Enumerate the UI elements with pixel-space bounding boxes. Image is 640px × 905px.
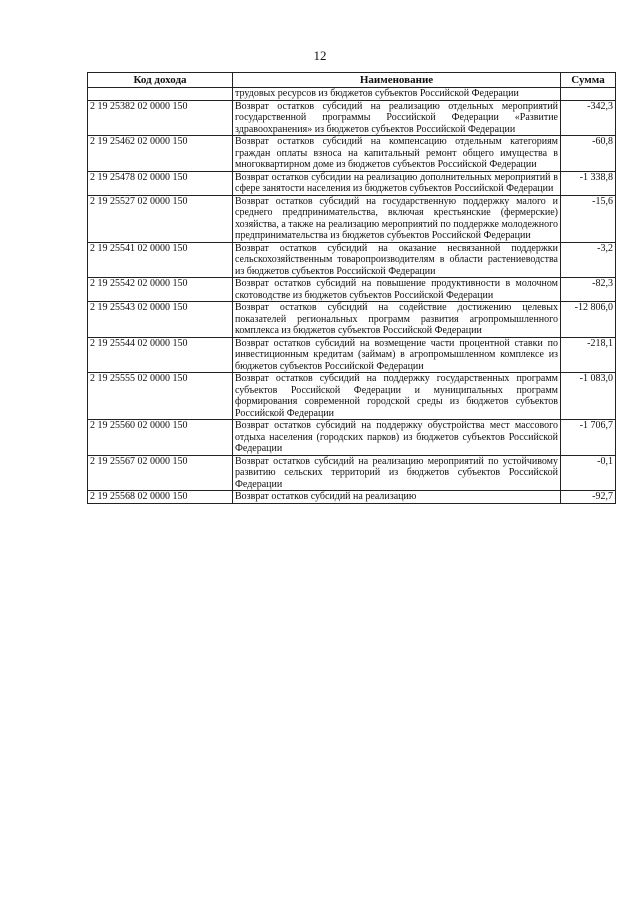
row-sum: -342,3 <box>561 100 616 136</box>
row-sum: -60,8 <box>561 136 616 172</box>
page-number: 12 <box>313 48 327 63</box>
header-code: Код дохода <box>88 73 233 88</box>
row-name: Возврат остатков субсидий на реализацию отдельных мероприятий государственной программы Российской Федерации «Развитие здравоохранения» из бюджетов субъектов Российской Федерации <box>233 100 561 136</box>
table-row <box>88 88 616 101</box>
row-sum: -3,2 <box>561 242 616 278</box>
row-name: Возврат остатков субсидий на возмещение части процентной ставки по инвестиционным кредитам (займам) в агропромышленном комплексе из бюджетов субъектов Российской Федерации <box>233 337 561 373</box>
row-name: Возврат остатков субсидий на оказание несвязанной поддержки сельскохозяйственным товаропроизводителям в области растениеводства из бюджетов субъектов Российской Федерации <box>233 242 561 278</box>
table-row <box>88 195 616 242</box>
row-sum: -1 083,0 <box>561 373 616 420</box>
row-code: 2 19 25542 02 0000 150 <box>88 278 233 302</box>
row-sum: -15,6 <box>561 195 616 242</box>
table-row <box>88 337 616 373</box>
row-sum: -0,1 <box>561 455 616 491</box>
row-name: трудовых ресурсов из бюджетов субъектов Российской Федерации <box>233 88 561 101</box>
table-row <box>88 302 616 338</box>
income-table <box>87 72 616 504</box>
table-row <box>88 455 616 491</box>
table-row <box>88 136 616 172</box>
row-sum: -12 806,0 <box>561 302 616 338</box>
table-row <box>88 171 616 195</box>
row-code: 2 19 25382 02 0000 150 <box>88 100 233 136</box>
table-row <box>88 100 616 136</box>
row-sum: -1 338,8 <box>561 171 616 195</box>
row-code: 2 19 25544 02 0000 150 <box>88 337 233 373</box>
row-sum: -82,3 <box>561 278 616 302</box>
row-name: Возврат остатков субсидий на реализацию мероприятий по устойчивому развитию сельских территорий из бюджетов субъектов Российской Федерации <box>233 455 561 491</box>
row-name: Возврат остатков субсидий на реализацию <box>233 491 561 504</box>
table-row <box>88 242 616 278</box>
row-name: Возврат остатков субсидии на реализацию дополнительных мероприятий в сфере занятости населения из бюджетов субъектов Российской Федерации <box>233 171 561 195</box>
row-name: Возврат остатков субсидий на компенсацию отдельным категориям граждан оплаты взноса на капитальный ремонт общего имущества в многоквартирном доме из бюджетов субъектов Российской Федерации <box>233 136 561 172</box>
row-sum: -218,1 <box>561 337 616 373</box>
row-name: Возврат остатков субсидий на повышение продуктивности в молочном скотоводстве из бюджетов субъектов Российской Федерации <box>233 278 561 302</box>
row-name: Возврат остатков субсидий на содействие достижению целевых показателей региональных программ развития агропромышленного комплекса из бюджетов субъектов Российской Федерации <box>233 302 561 338</box>
row-sum: -1 706,7 <box>561 420 616 456</box>
row-code: 2 19 25560 02 0000 150 <box>88 420 233 456</box>
row-name: Возврат остатков субсидий на государственную поддержку малого и среднего предпринимательства, включая крестьянские (фермерские) хозяйства, а также на реализацию мероприятий по поддержке молодежного предпринимательства из бюджетов субъектов Российской Федерации <box>233 195 561 242</box>
row-code: 2 19 25541 02 0000 150 <box>88 242 233 278</box>
row-code: 2 19 25462 02 0000 150 <box>88 136 233 172</box>
row-name: Возврат остатков субсидий на поддержку обустройства мест массового отдыха населения (городских парков) из бюджетов субъектов Российской Федерации <box>233 420 561 456</box>
table-row <box>88 420 616 456</box>
row-code: 2 19 25478 02 0000 150 <box>88 171 233 195</box>
header-name: Наименование <box>233 73 561 88</box>
row-sum: -92,7 <box>561 491 616 504</box>
row-code: 2 19 25568 02 0000 150 <box>88 491 233 504</box>
row-code: 2 19 25527 02 0000 150 <box>88 195 233 242</box>
table-row <box>88 491 616 504</box>
header-sum: Сумма <box>561 73 616 88</box>
table-row <box>88 278 616 302</box>
row-code: 2 19 25555 02 0000 150 <box>88 373 233 420</box>
row-name: Возврат остатков субсидий на поддержку государственных программ субъектов Российской Федерации и муниципальных программ формирования современной городской среды из бюджетов субъектов Российской Федерации <box>233 373 561 420</box>
row-sum <box>561 88 616 101</box>
row-code: 2 19 25543 02 0000 150 <box>88 302 233 338</box>
row-code <box>88 88 233 101</box>
table-row <box>88 373 616 420</box>
table-header-row <box>88 73 616 88</box>
row-code: 2 19 25567 02 0000 150 <box>88 455 233 491</box>
